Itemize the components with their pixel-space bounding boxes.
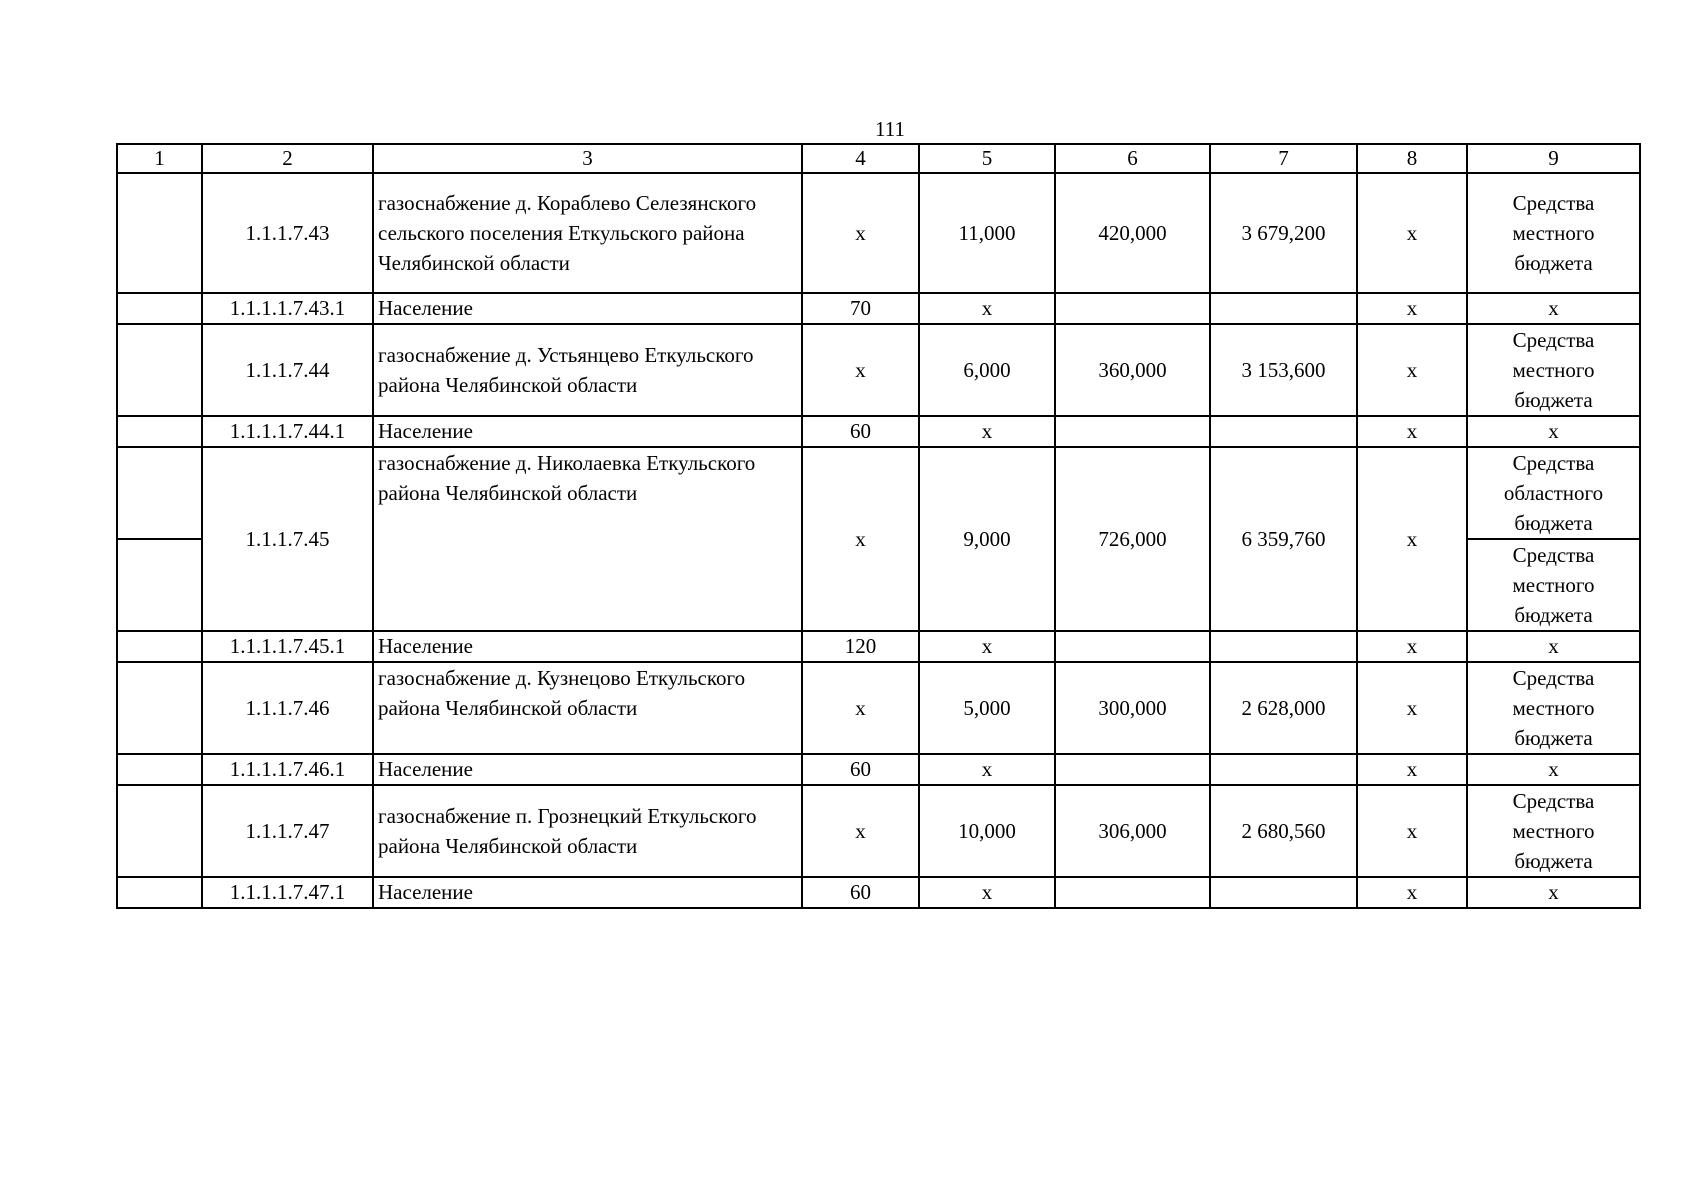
funding-source: Средства областного бюджета (1467, 447, 1640, 539)
column-header: 2 (202, 144, 373, 173)
table-cell: х (1357, 293, 1467, 324)
column-header: 8 (1357, 144, 1467, 173)
table-cell: х (802, 662, 919, 754)
funding-source: Средства местного бюджета (1467, 662, 1640, 754)
table-cell (1210, 754, 1357, 785)
item-code: 1.1.1.7.47 (202, 785, 373, 877)
item-name: газоснабжение п. Грознецкий Еткульского района Челябинской области (373, 785, 802, 877)
table-row (117, 754, 1640, 785)
table-cell: х (1357, 173, 1467, 293)
table-cell: х (802, 173, 919, 293)
table-cell (1210, 416, 1357, 447)
funding-source: Средства местного бюджета (1467, 539, 1640, 631)
funding-source: х (1467, 877, 1640, 908)
table-cell: 306,000 (1055, 785, 1210, 877)
table-cell: 70 (802, 293, 919, 324)
table-cell: 360,000 (1055, 324, 1210, 416)
item-name: газоснабжение д. Кузнецово Еткульского района Челябинской области (373, 662, 802, 754)
table-cell: х (919, 631, 1055, 662)
budget-table (116, 143, 1641, 909)
column-header: 7 (1210, 144, 1357, 173)
table-cell: 60 (802, 754, 919, 785)
table-cell (117, 447, 202, 539)
table-cell: 726,000 (1055, 447, 1210, 631)
table-cell (117, 785, 202, 877)
item-name: Население (373, 754, 802, 785)
table-cell: 3 679,200 (1210, 173, 1357, 293)
table-row (117, 324, 1640, 416)
table-cell: х (1357, 416, 1467, 447)
column-header: 6 (1055, 144, 1210, 173)
table-cell (1055, 754, 1210, 785)
item-name: Население (373, 293, 802, 324)
table-cell (1210, 877, 1357, 908)
table-cell: х (1357, 877, 1467, 908)
table-cell (117, 324, 202, 416)
table-cell (1210, 293, 1357, 324)
table-cell (1055, 293, 1210, 324)
table-cell: 3 153,600 (1210, 324, 1357, 416)
item-code: 1.1.1.1.7.45.1 (202, 631, 373, 662)
table-cell: х (1357, 754, 1467, 785)
table-cell: 6,000 (919, 324, 1055, 416)
item-name: газоснабжение д. Кораблево Селезянского сельского поселения Еткульского района Челябинской области (373, 173, 802, 293)
table-row (117, 447, 1640, 539)
table-cell: х (919, 293, 1055, 324)
table-cell (1055, 631, 1210, 662)
funding-source: Средства местного бюджета (1467, 324, 1640, 416)
table-cell (117, 662, 202, 754)
table-cell: 9,000 (919, 447, 1055, 631)
table-cell (117, 416, 202, 447)
table-cell: 120 (802, 631, 919, 662)
table-cell (117, 539, 202, 631)
item-name: Население (373, 877, 802, 908)
item-name: газоснабжение д. Устьянцево Еткульского района Челябинской области (373, 324, 802, 416)
table-cell (117, 173, 202, 293)
table-cell: 60 (802, 416, 919, 447)
item-code: 1.1.1.1.7.43.1 (202, 293, 373, 324)
table-cell: 11,000 (919, 173, 1055, 293)
funding-source: х (1467, 631, 1640, 662)
table-row (117, 877, 1640, 908)
item-name: Население (373, 631, 802, 662)
item-code: 1.1.1.1.7.44.1 (202, 416, 373, 447)
table-cell: х (919, 754, 1055, 785)
table-cell: х (802, 447, 919, 631)
item-code: 1.1.1.1.7.47.1 (202, 877, 373, 908)
table-row (117, 293, 1640, 324)
column-header: 9 (1467, 144, 1640, 173)
table-cell: 2 628,000 (1210, 662, 1357, 754)
table-cell: 5,000 (919, 662, 1055, 754)
column-header: 5 (919, 144, 1055, 173)
table-cell: х (802, 785, 919, 877)
funding-source: х (1467, 416, 1640, 447)
table-cell: 300,000 (1055, 662, 1210, 754)
table-row (117, 631, 1640, 662)
table-cell: х (1357, 324, 1467, 416)
table-row (117, 662, 1640, 754)
column-header: 3 (373, 144, 802, 173)
table-cell: х (802, 324, 919, 416)
item-code: 1.1.1.7.46 (202, 662, 373, 754)
table-cell: 6 359,760 (1210, 447, 1357, 631)
table-cell: 10,000 (919, 785, 1055, 877)
funding-source: Средства местного бюджета (1467, 785, 1640, 877)
item-code: 1.1.1.1.7.46.1 (202, 754, 373, 785)
funding-source: Средства местного бюджета (1467, 173, 1640, 293)
table-cell: х (1357, 631, 1467, 662)
table-cell: х (1357, 662, 1467, 754)
table-cell: 420,000 (1055, 173, 1210, 293)
table-cell (117, 631, 202, 662)
table-cell (1210, 631, 1357, 662)
column-header: 4 (802, 144, 919, 173)
table-row (117, 785, 1640, 877)
table-cell: х (1357, 785, 1467, 877)
table-cell (117, 877, 202, 908)
table-cell: 60 (802, 877, 919, 908)
table-cell (1055, 877, 1210, 908)
funding-source: х (1467, 293, 1640, 324)
table-cell (117, 293, 202, 324)
table-row (117, 173, 1640, 293)
table-cell: х (919, 416, 1055, 447)
item-code: 1.1.1.7.44 (202, 324, 373, 416)
table-cell: 2 680,560 (1210, 785, 1357, 877)
column-number-row (117, 144, 1640, 173)
item-name: газоснабжение д. Николаевка Еткульского района Челябинской области (373, 447, 802, 631)
table-cell: х (1357, 447, 1467, 631)
table-cell (117, 754, 202, 785)
column-header: 1 (117, 144, 202, 173)
item-code: 1.1.1.7.43 (202, 173, 373, 293)
funding-source: х (1467, 754, 1640, 785)
table-cell (1055, 416, 1210, 447)
table-cell: х (919, 877, 1055, 908)
item-name: Население (373, 416, 802, 447)
page-number: 111 (875, 117, 905, 141)
table-row (117, 416, 1640, 447)
item-code: 1.1.1.7.45 (202, 447, 373, 631)
